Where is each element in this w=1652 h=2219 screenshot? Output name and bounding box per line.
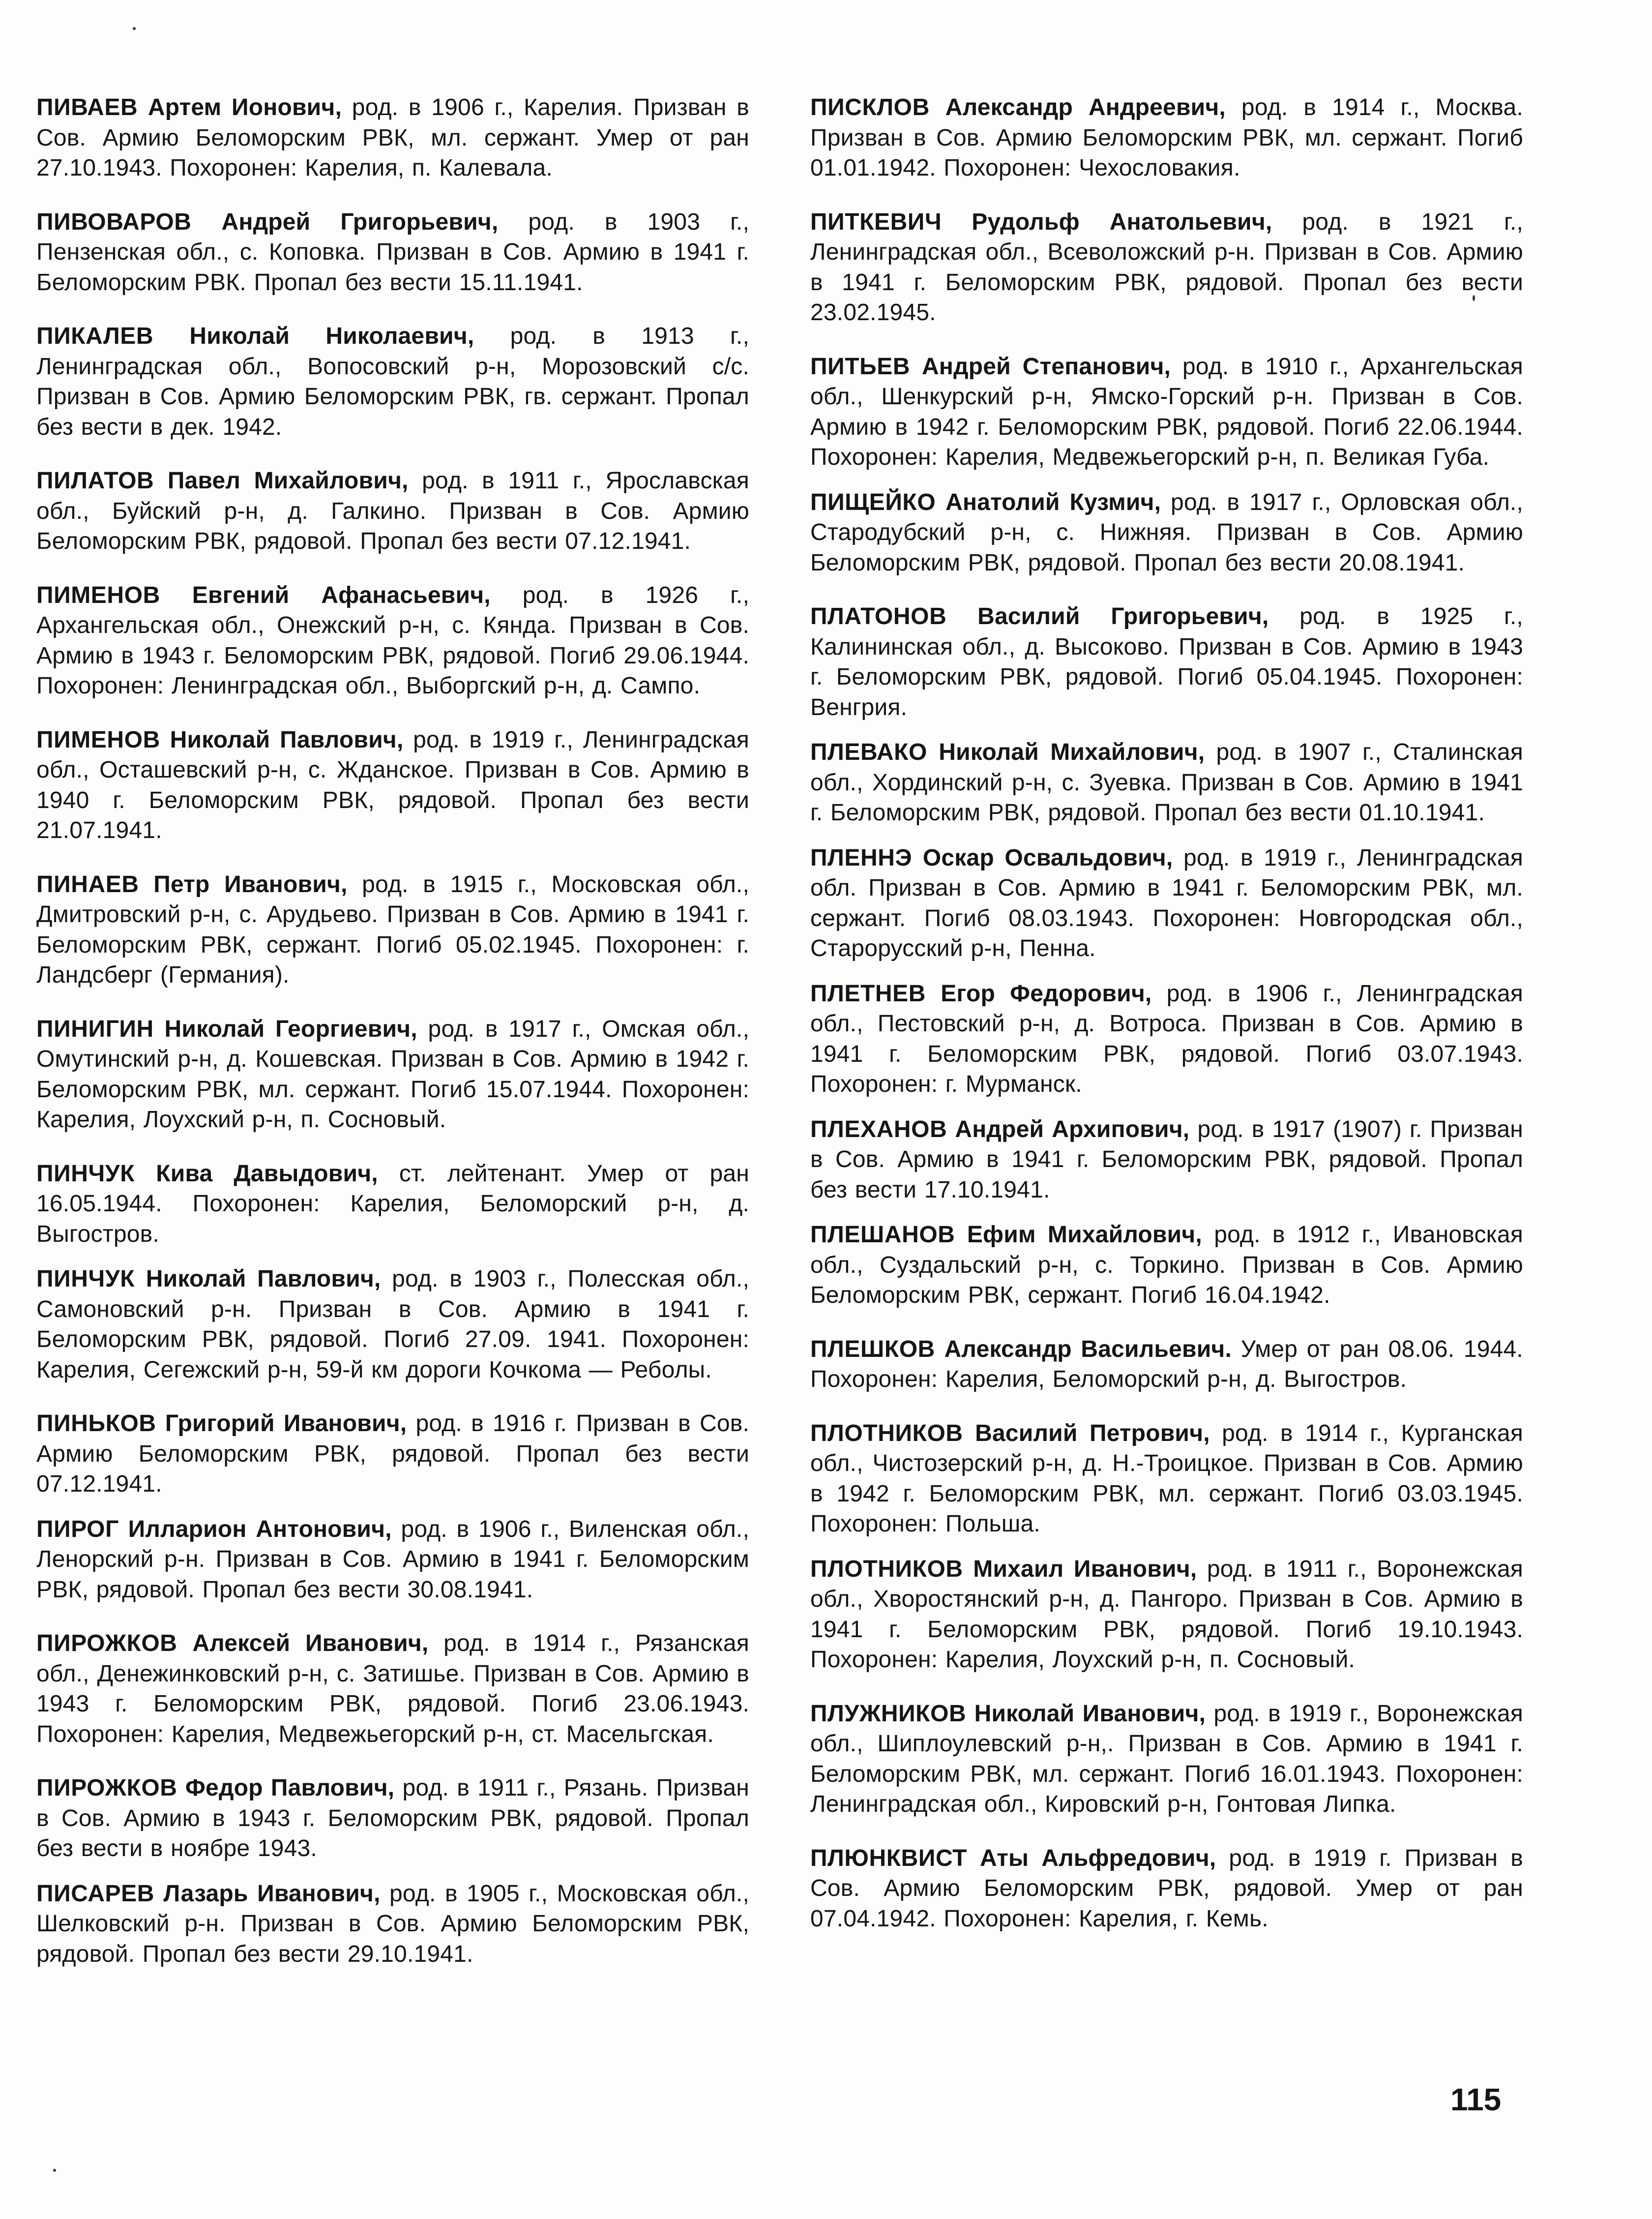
entry-surname: ПИЛАТОВ <box>36 468 154 494</box>
entry-given-name: Оскар Освальдович, <box>922 844 1173 871</box>
entry-pivovarov <box>36 207 749 298</box>
entry-text: род. в 1914 г., Курганская обл., Чистозерский р-н, д. Н.-Троицкое. Призван в Сов. Армию в 1942 г. Беломорским РВК, мл. сержант. Погиб 03.03.1945. Похоронен: Польша. <box>810 1420 1523 1537</box>
entry-given-name: Андрей Архипович, <box>955 1116 1190 1142</box>
entry-surname: ПИКАЛЕВ <box>36 323 154 349</box>
entry-given-name: Петр Иванович, <box>153 871 348 898</box>
entry-surname: ПЛОТНИКОВ <box>810 1420 963 1446</box>
entry-given-name: Павел Михайлович, <box>167 468 409 494</box>
entry-text: род. в 1910 г., Архангельская обл., Шенкурский р-н, Ямско-Горский р-н. Призван в Сов. Армию в 1942 г. Беломорским РВК, рядовой. Погиб 22.06.1944. Похоронен: Карелия, Медвежьегорский р-н, п. Великая Губа. <box>810 353 1523 470</box>
entry-surname: ПЛЮНКВИСТ <box>810 1845 967 1871</box>
entry-pleshkov <box>810 1334 1523 1395</box>
entry-given-name: Анатолий Кузмич, <box>945 489 1161 515</box>
entry-text: род. в 1903 г., Пензенская обл., с. Коповка. Призван в Сов. Армию в 1941 г. Беломорским РВК. Пропал без вести 15.11.1941. <box>36 209 749 296</box>
entry-text: род. в 1917 г., Орловская обл., Стародубский р-н, с. Нижняя. Призван в Сов. Армию Беломорским РВК, рядовой. Пропал без вести 20.08.1941. <box>810 489 1523 576</box>
entry-plevako <box>810 737 1523 828</box>
entry-pisklov <box>810 92 1523 183</box>
entry-given-name: Аты Альфредович, <box>980 1845 1216 1871</box>
entry-text: род. в 1911 г., Рязань. Призван в Сов. Армию в 1943 г. Беломорским РВК, рядовой. Пропал без вести в ноябре 1943. <box>36 1775 749 1861</box>
entry-surname: ПЛЕННЭ <box>810 844 913 871</box>
entry-given-name: Николай Павлович, <box>146 1266 381 1292</box>
entry-given-name: Рудольф Анатольевич, <box>972 209 1272 235</box>
entry-surname: ПИНИГИН <box>36 1016 154 1042</box>
entry-given-name: Федор Павлович, <box>185 1775 395 1801</box>
entry-text: род. в 1917 г., Омская обл., Омутинский р-н, д. Кошевская. Призван в Сов. Армию в 1942 г. Беломорским РВК, мл. сержант. Погиб 15.07.1944. Похоронен: Карелия, Лоухский р-н, п. Сосновый. <box>36 1016 749 1133</box>
entry-given-name: Василий Петрович, <box>975 1420 1210 1446</box>
entry-text: Умер от ран 08.06. 1944. Похоронен: Карелия, Беломорский р-н, д. Выгостров. <box>810 1336 1523 1392</box>
entry-plekhanov <box>810 1114 1523 1205</box>
entry-text: род. в 1914 г., Москва. Призван в Сов. Армию Беломорским РВК, мл. сержант. Погиб 01.01.1942. Похоронен: Чехословакия. <box>810 94 1523 181</box>
entry-pleshanov <box>810 1220 1523 1311</box>
entry-text: род. в 1906 г., Карелия. Призван в Сов. Армию Беломорским РВК, мл. сержант. Умер от ран 27.10.1943. Похоронен: Карелия, п. Калевала. <box>36 94 749 181</box>
entry-given-name: Николай Николаевич, <box>189 323 474 349</box>
print-speck <box>53 2169 56 2172</box>
entry-given-name: Василий Григорьевич, <box>977 603 1269 630</box>
entry-text: род. в 1914 г., Рязанская обл., Денежинковский р-н, с. Затишье. Призван в Сов. Армию в 1943 г. Беломорским РВК, рядовой. Погиб 23.06.1943. Похоронен: Карелия, Медвежьегорский р-н, ст. Масельгская. <box>36 1630 749 1747</box>
entry-surname: ПЛЕТНЕВ <box>810 980 926 1007</box>
entry-pitev <box>810 352 1523 473</box>
entry-surname: ПИРОГ <box>36 1516 119 1542</box>
entry-surname: ПЛЕВАКО <box>810 739 927 765</box>
entry-surname: ПИТКЕВИЧ <box>810 209 942 235</box>
entry-pletnev <box>810 979 1523 1100</box>
entry-surname: ПИМЕНОВ <box>36 582 160 608</box>
print-speck <box>133 27 136 30</box>
entry-surname: ПИРОЖКОВ <box>36 1775 177 1801</box>
entry-text: род. в 1925 г., Калининская обл., д. Высоково. Призван в Сов. Армию в 1943 г. Беломорским РВК, рядовой. Погиб 05.04.1945. Похоронен: Венгрия. <box>810 603 1523 720</box>
entry-surname: ПИНЬКОВ <box>36 1410 156 1437</box>
entry-pluzhnikov <box>810 1699 1523 1820</box>
entry-given-name: Артем Ионович, <box>148 94 342 120</box>
entry-text: род. в 1919 г., Воронежская обл., Шиплоулевский р-н,. Призван в Сов. Армию в 1941 г. Беломорским РВК, мл. сержант. Погиб 16.01.1943. Похоронен: Ленинградская обл., Кировский р-н, Гонтовая Липка. <box>810 1700 1523 1817</box>
entry-text: род. в 1905 г., Московская обл., Шелковский р-н. Призван в Сов. Армию Беломорским РВК, рядовой. Пропал без вести 29.10.1941. <box>36 1880 750 1967</box>
entry-surname: ПЛАТОНОВ <box>810 603 947 630</box>
entry-pimenov-nikolai <box>36 725 749 846</box>
entry-surname: ПИВАЕВ <box>36 94 138 120</box>
entry-text: род. в 1903 г., Полесская обл., Самоновский р-н. Призван в Сов. Армию в 1941 г. Беломорским РВК, рядовой. Погиб 27.09. 1941. Похоронен: Карелия, Сегежский р-н, 59-й км дороги Кочкома — Реболы. <box>36 1266 749 1383</box>
entry-given-name: Николай Павлович, <box>170 726 404 753</box>
entry-given-name: Александр Андреевич, <box>945 94 1226 120</box>
entry-pinkov <box>36 1409 749 1499</box>
entry-surname: ПИСКЛОВ <box>810 94 930 120</box>
entry-text: род. в 1919 г., Ленинградская обл. Призван в Сов. Армию в 1941 г. Беломорским РВК, мл. сержант. Погиб 08.03.1943. Похоронен: Новгородская обл., Старорусский р-н, Пенна. <box>810 844 1523 961</box>
entry-surname: ПИТЬЕВ <box>810 353 911 380</box>
entry-plenne <box>810 843 1523 964</box>
entry-given-name: Михаил Иванович, <box>973 1556 1197 1582</box>
entry-platonov <box>810 601 1523 722</box>
entry-plotnikov-vasiliy <box>810 1418 1523 1539</box>
entry-pisarev <box>36 1879 749 1970</box>
entry-given-name: Андрей Григорьевич, <box>221 209 499 235</box>
entry-pirog <box>36 1514 749 1605</box>
entry-surname: ПИСАРЕВ <box>36 1880 155 1907</box>
entry-text: род. в 1919 г., Ленинградская обл., Осташевский р-н, с. Жданское. Призван в Сов. Армию в 1940 г. Беломорским РВК, рядовой. Пропал без вести 21.07.1941. <box>36 726 749 843</box>
entry-text: род. в 1911 г., Ярославская обл., Буйский р-н, д. Галкино. Призван в Сов. Армию Беломорским РВК, рядовой. Пропал без вести 07.12.1941. <box>36 468 749 554</box>
right-column <box>810 69 1523 1948</box>
entry-surname: ПЛЕХАНОВ <box>810 1116 947 1142</box>
entry-surname: ПИНЧУК <box>36 1266 135 1292</box>
entry-surname: ПИНЧУК <box>36 1160 135 1187</box>
entry-plyunkvist <box>810 1843 1523 1934</box>
entry-text: род. в 1921 г., Ленинградская обл., Всеволожский р-н. Призван в Сов. Армию в 1941 г. Беломорским РВК, рядовой. Пропал без вести 23.02.1945. <box>810 209 1523 326</box>
entry-surname: ПЛУЖНИКОВ <box>810 1700 967 1727</box>
entry-pinaev <box>36 870 749 990</box>
entry-text: род. в 1907 г., Сталинская обл., Хординский р-н, с. Зуевка. Призван в Сов. Армию в 1941 г. Беломорским РВК, рядовой. Пропал без вести 01.10.1941. <box>810 739 1523 826</box>
entry-text: род. в 1917 (1907) г. Призван в Сов. Армию в 1941 г. Беломорским РВК, рядовой. Пропал без вести 17.10.1941. <box>810 1116 1523 1203</box>
entry-given-name: Алексей Иванович, <box>192 1630 429 1656</box>
entry-text: род. в 1916 г. Призван в Сов. Армию Беломорским РВК, рядовой. Пропал без вести 07.12.1941. <box>36 1410 749 1497</box>
entry-text: род. в 1912 г., Ивановская обл., Суздальский р-н, с. Торкино. Призван в Сов. Армию Беломорским РВК, сержант. Погиб 16.04.1942. <box>810 1222 1523 1308</box>
entry-given-name: Николай Георгиевич, <box>164 1016 417 1042</box>
entry-given-name: Николай Михайлович, <box>939 739 1205 765</box>
entry-given-name: Лазарь Иванович, <box>163 1880 381 1907</box>
entry-text: род. в 1913 г., Ленинградская обл., Вопосовский р-н, Морозовский с/с. Призван в Сов. Армию Беломорским РВК, гв. сержант. Пропал без вести в дек. 1942. <box>36 323 749 440</box>
entry-surname: ПИЩЕЙКО <box>810 489 936 515</box>
entry-text: род. в 1906 г., Ленинградская обл., Пестовский р-н, д. Вотроса. Призван в Сов. Армию в 1941 г. Беломорским РВК, рядовой. Погиб 03.07.1943. Похоронен: г. Мурманск. <box>810 980 1523 1097</box>
entry-pinigin <box>36 1014 749 1135</box>
entry-text: род. в 1926 г., Архангельская обл., Онежский р-н, с. Кянда. Призван в Сов. Армию в 1943 г. Беломорским РВК, рядовой. Погиб 29.06.1944. Похоронен: Ленинградская обл., Выборгский р-н, д. Сампо. <box>36 582 749 699</box>
entry-pitkevich <box>810 207 1523 328</box>
entry-given-name: Андрей Степанович, <box>922 353 1171 380</box>
entry-pinchuk-kiva <box>36 1159 749 1250</box>
entry-pirozhkov-fedor <box>36 1773 749 1864</box>
entry-surname: ПИНАЕВ <box>36 871 139 898</box>
entry-surname: ПИВОВАРОВ <box>36 209 192 235</box>
entry-surname: ПИРОЖКОВ <box>36 1630 177 1656</box>
entry-given-name: Александр Васильевич. <box>944 1336 1232 1362</box>
entry-pikalev <box>36 321 749 442</box>
entry-surname: ПЛЕШАНОВ <box>810 1222 955 1248</box>
entry-pirozhkov-aleksei <box>36 1628 749 1749</box>
entry-surname: ПЛОТНИКОВ <box>810 1556 963 1582</box>
entry-pimenov-evgeniy <box>36 580 749 701</box>
entry-given-name: Егор Федорович, <box>941 980 1152 1007</box>
entry-text: ст. лейтенант. Умер от ран 16.05.1944. Похоронен: Карелия, Беломорский р-н, д. Выгостров. <box>36 1160 750 1247</box>
entry-given-name: Евгений Афанасьевич, <box>192 582 491 608</box>
entry-text: род. в 1911 г., Воронежская обл., Хворостянский р-н, д. Пангоро. Призван в Сов. Армию в 1941 г. Беломорским РВК, рядовой. Погиб 19.10.1943. Похоронен: Карелия, Лоухский р-н, п. Сосновый. <box>810 1556 1523 1673</box>
entry-given-name: Ефим Михайлович, <box>967 1222 1202 1248</box>
entry-given-name: Илларион Антонович, <box>128 1516 392 1542</box>
entry-plotnikov-mikhail <box>810 1554 1523 1675</box>
entry-text: род. в 1919 г. Призван в Сов. Армию Беломорским РВК, рядовой. Умер от ран 07.04.1942. Похоронен: Карелия, г. Кемь. <box>810 1845 1523 1932</box>
entry-pivaev <box>36 92 749 183</box>
entry-pishcheiko <box>810 487 1523 578</box>
page-number: 115 <box>1450 2082 1502 2117</box>
entry-text: род. в 1915 г., Московская обл., Дмитровский р-н, с. Арудьево. Призван в Сов. Армию в 1941 г. Беломорским РВК, сержант. Погиб 05.02.1945. Похоронен: г. Ландсберг (Германия). <box>36 871 749 988</box>
entry-surname: ПИМЕНОВ <box>36 726 160 753</box>
entry-text: род. в 1906 г., Виленская обл., Ленорский р-н. Призван в Сов. Армию в 1941 г. Беломорским РВК, рядовой. Пропал без вести 30.08.1941. <box>36 1516 750 1603</box>
entry-given-name: Кива Давыдович, <box>156 1160 378 1187</box>
entry-pinchuk-nikolai <box>36 1264 749 1385</box>
left-column <box>36 69 749 1983</box>
entry-pilatov <box>36 466 749 557</box>
entry-given-name: Николай Иванович, <box>974 1700 1206 1727</box>
entry-surname: ПЛЕШКОВ <box>810 1336 935 1362</box>
entry-given-name: Григорий Иванович, <box>165 1410 407 1437</box>
